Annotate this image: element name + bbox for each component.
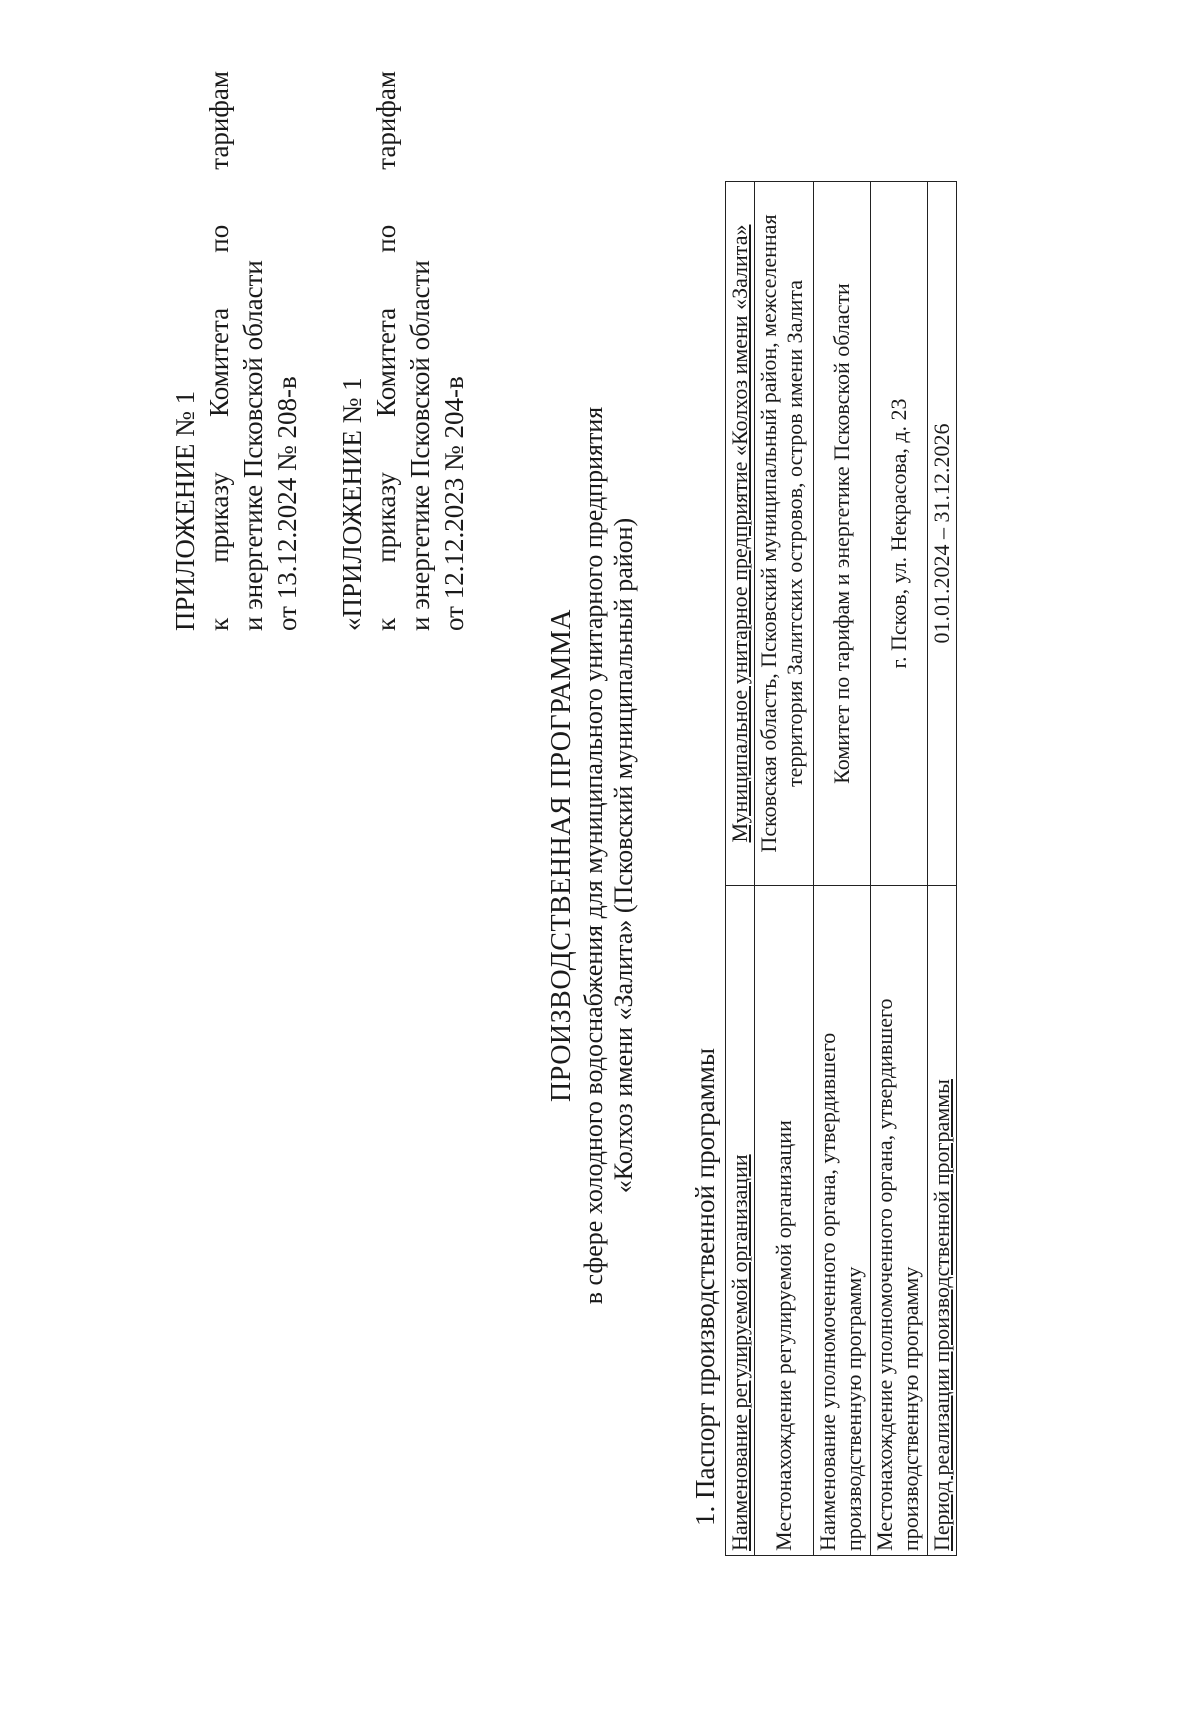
row-value: Комитет по тарифам и энергетике Псковской области	[829, 283, 854, 784]
appendix-word: тарифам	[204, 71, 234, 170]
table-row	[928, 182, 957, 1556]
row-value: 01.01.2024 – 31.12.2026	[929, 423, 954, 644]
table-row	[726, 182, 755, 1556]
row-label: Местонахождение регулируемой организации	[771, 1120, 796, 1551]
appendix-committee-line: и энергетике Псковской области	[238, 260, 268, 631]
appendix-word: тарифам	[371, 71, 401, 170]
row-label: Наименование уполномоченного органа, утвердившего производственную программу	[815, 1032, 866, 1551]
appendix-word: к	[371, 617, 401, 631]
table-cell-label	[755, 885, 814, 1555]
appendix-word: Комитета	[371, 307, 401, 417]
appendix-word: приказу	[204, 472, 234, 563]
document-title-block	[545, 0, 639, 1711]
appendix-word: приказу	[371, 472, 401, 563]
appendix-word: Комитета	[204, 307, 234, 417]
table-cell-label	[871, 885, 928, 1555]
appendix-order-line	[369, 71, 403, 631]
table-cell-value	[928, 182, 957, 886]
appendix-committee-line: и энергетике Псковской области	[405, 260, 435, 631]
appendix-word: по	[371, 224, 401, 253]
appendix-header-current	[168, 71, 304, 631]
table-cell-value	[871, 182, 928, 886]
table-cell-label	[726, 885, 755, 1555]
appendix-title: «ПРИЛОЖЕНИЕ № 1	[337, 377, 367, 631]
appendix-word: по	[204, 224, 234, 253]
appendix-word: к	[204, 617, 234, 631]
appendix-date-line: от 12.12.2023 № 204-в	[439, 376, 469, 631]
table-cell-label	[814, 885, 871, 1555]
appendix-order-line	[202, 71, 236, 631]
row-label: Местонахождение уполномоченного органа, утвердившего производственную программу	[872, 998, 923, 1551]
document-subtitle-line1: в сфере холодного водоснабжения для муниципального унитарного предприятия	[579, 406, 608, 1305]
passport-table	[725, 181, 957, 1556]
row-value: г. Псков, ул. Некрасова, д. 23	[886, 398, 911, 669]
row-label: Наименование регулируемой организации	[727, 1154, 752, 1551]
table-cell-value	[814, 182, 871, 886]
table-cell-value	[755, 182, 814, 886]
appendix-date-line: от 13.12.2024 № 208-в	[272, 376, 302, 631]
table-row	[755, 182, 814, 1556]
row-value: Муниципальное унитарное предприятие «Колхоз имени «Залита»	[727, 224, 752, 843]
table-cell-label	[928, 885, 957, 1555]
appendix-title: ПРИЛОЖЕНИЕ № 1	[170, 390, 200, 631]
table-row	[871, 182, 928, 1556]
table-row	[814, 182, 871, 1556]
document-subtitle-line2: «Колхоз имени «Залита» (Псковский муниципальный район)	[609, 517, 638, 1194]
appendix-header-previous	[335, 71, 471, 631]
row-label: Период реализации производственной программы	[929, 1079, 954, 1551]
row-value: Псковская область, Псковский муниципальный район, межселенная территория Залитских островов, остров имени Залита	[756, 214, 807, 853]
document-title: ПРОИЗВОДСТВЕННАЯ ПРОГРАММА	[546, 609, 577, 1102]
section-heading: 1. Паспорт производственной программы	[690, 1048, 720, 1526]
table-cell-value	[726, 182, 755, 886]
